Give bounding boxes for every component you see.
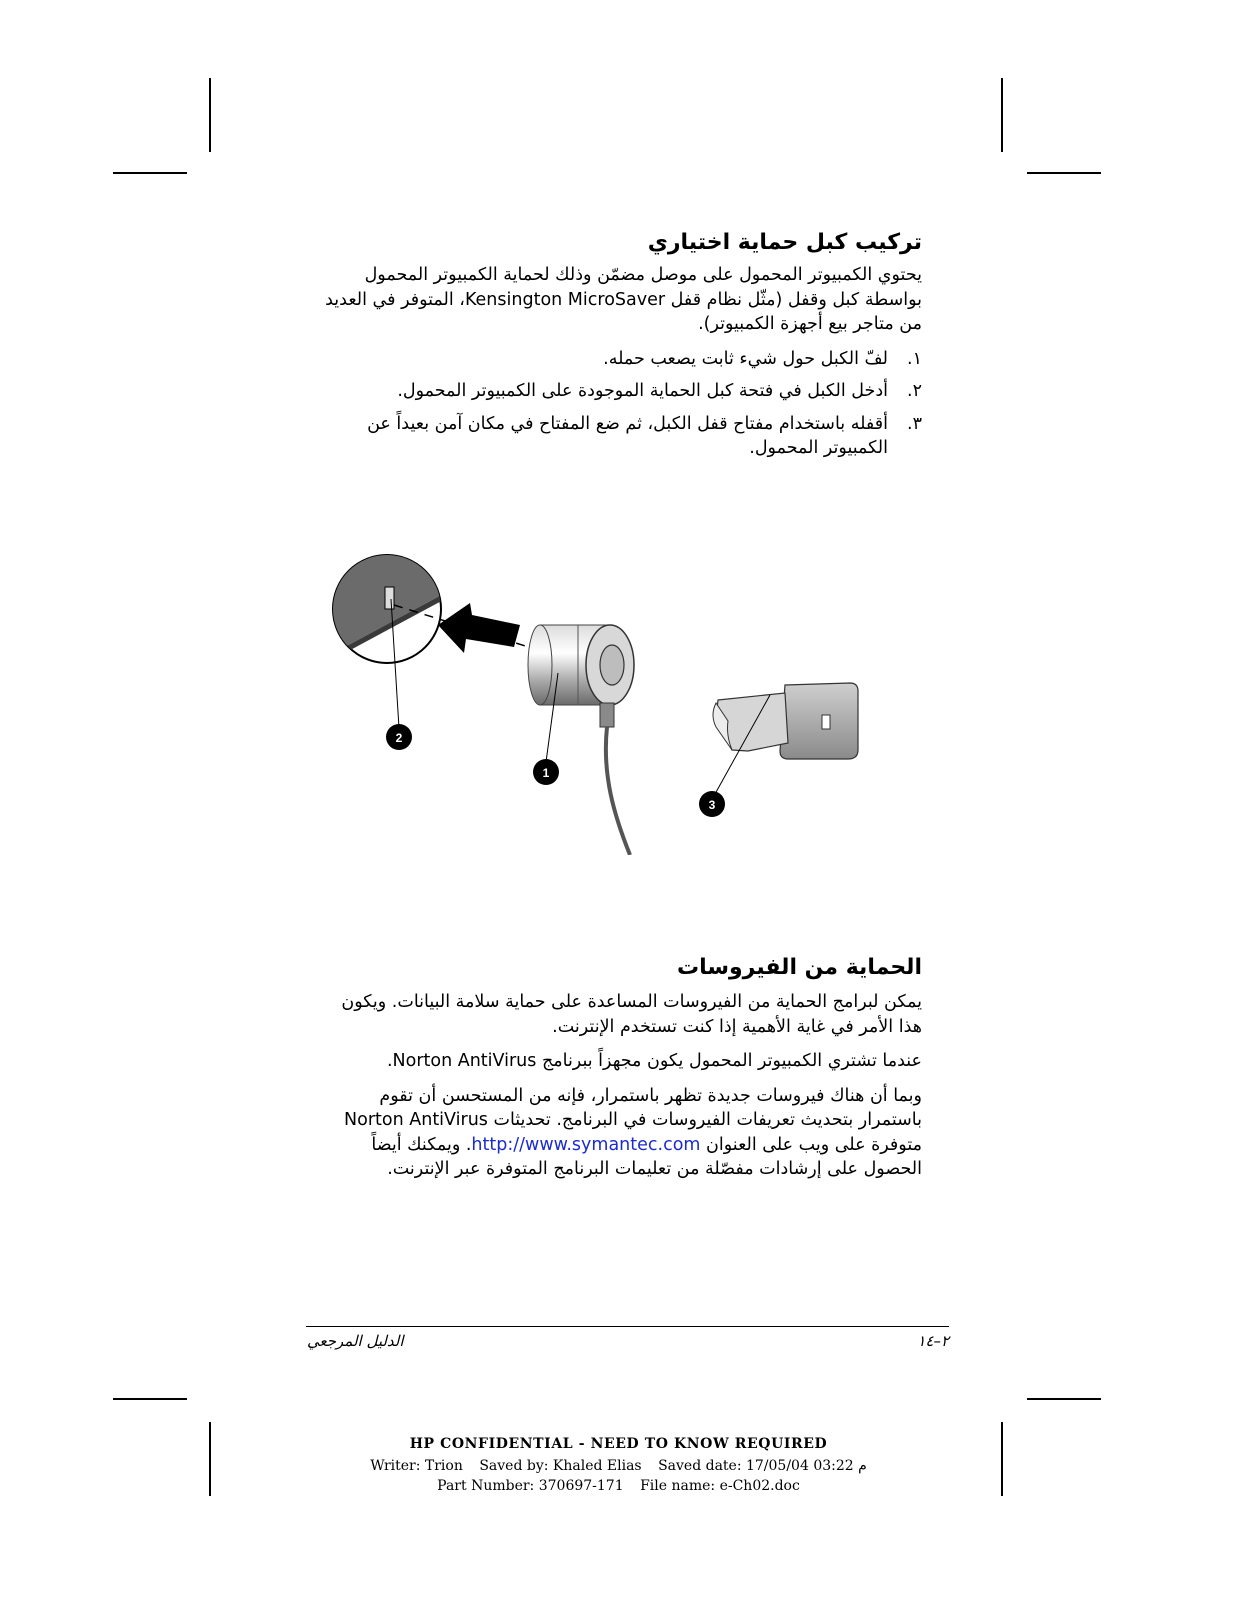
svg-text:2: 2 (395, 731, 403, 745)
symantec-link[interactable]: http://www.symantec.com (471, 1134, 701, 1155)
crop-mark (1027, 1398, 1101, 1400)
file-name: File name: e-Ch02.doc (640, 1478, 800, 1494)
intro-paragraph: يحتوي الكمبيوتر المحمول على موصل مضمّن وذلك لحماية الكمبيوتر المحمول بواسطة كبل وقفل (مثّل نظام قفل Kensington MicroSaver، المتوفر في العديد من متاجر بيع أجهزة الكمبيوتر). (325, 265, 922, 334)
steps-list (318, 347, 922, 461)
saved-date: Saved date: 17/05/04 03:22 م (658, 1458, 867, 1474)
callout-1 (533, 759, 559, 785)
callout-3 (699, 791, 725, 817)
section-title: تركيب كبل حماية اختياري (647, 230, 922, 255)
part-number: Part Number: 370697-171 (437, 1478, 624, 1494)
section-cable-lock (318, 230, 922, 469)
list-item: ٣. أقفله باستخدام مفتاح قفل الكبل، ثم ضع المفتاح في مكان آمن بعيداً عن الكمبيوتر المحمول. (367, 413, 922, 458)
svg-text:3: 3 (708, 798, 716, 812)
page-number: ٢–١٤ (917, 1332, 949, 1350)
crop-mark (113, 172, 187, 174)
section-title: الحماية من الفيروسات (677, 955, 922, 980)
slot-zoom-circle (330, 545, 460, 663)
saved-by: Saved by: Khaled Elias (479, 1458, 642, 1474)
crop-mark (1001, 78, 1003, 152)
cable-lock-illustration (330, 545, 870, 855)
list-item: ١. لفّ الكبل حول شيء ثابت يصعب حمله. (603, 348, 922, 369)
paragraph: عندما تشتري الكمبيوتر المحمول يكون مجهزاً ببرنامج Norton AntiVirus. (386, 1051, 922, 1071)
key (713, 683, 858, 759)
footer-title: الدليل المرجعي (307, 1332, 404, 1350)
svg-text:1: 1 (542, 766, 550, 780)
footer-rule (306, 1326, 949, 1327)
lock-head (528, 625, 634, 727)
confidential-notice: HP CONFIDENTIAL - NEED TO KNOW REQUIRED (409, 1436, 828, 1452)
crop-mark (209, 78, 211, 152)
security-cable (606, 727, 630, 855)
writer: Writer: Trion (370, 1458, 463, 1474)
callout-2 (386, 724, 412, 750)
section-virus-protection (318, 955, 922, 1182)
insert-arrow-icon (438, 603, 520, 653)
list-item: ٢. أدخل الكبل في فتحة كبل الحماية الموجودة على الكمبيوتر المحمول. (397, 381, 922, 401)
document-meta (0, 1458, 1237, 1474)
crop-mark (1027, 172, 1101, 174)
paragraph: يمكن لبرامج الحماية من الفيروسات المساعدة على حماية سلامة البيانات. ويكون هذا الأمر في غاية الأهمية إذا كنت تستخدم الإنترنت. (341, 992, 922, 1037)
document-meta (0, 1478, 1237, 1494)
crop-mark (113, 1398, 187, 1400)
paragraph: وبما أن هناك فيروسات جديدة تظهر باستمرار، فإنه من المستحسن أن تقوم باستمرار بتحديث تعريفات الفيروسات في البرنامج. تحديثات Norton AntiVirus متوفرة على ويب على العنوان http://www.symantec.com. ويمكنك أيضاً الحصول على إرشادات مفصّلة من تعليمات البرنامج المتوفرة عبر الإنترنت. (344, 1085, 922, 1179)
